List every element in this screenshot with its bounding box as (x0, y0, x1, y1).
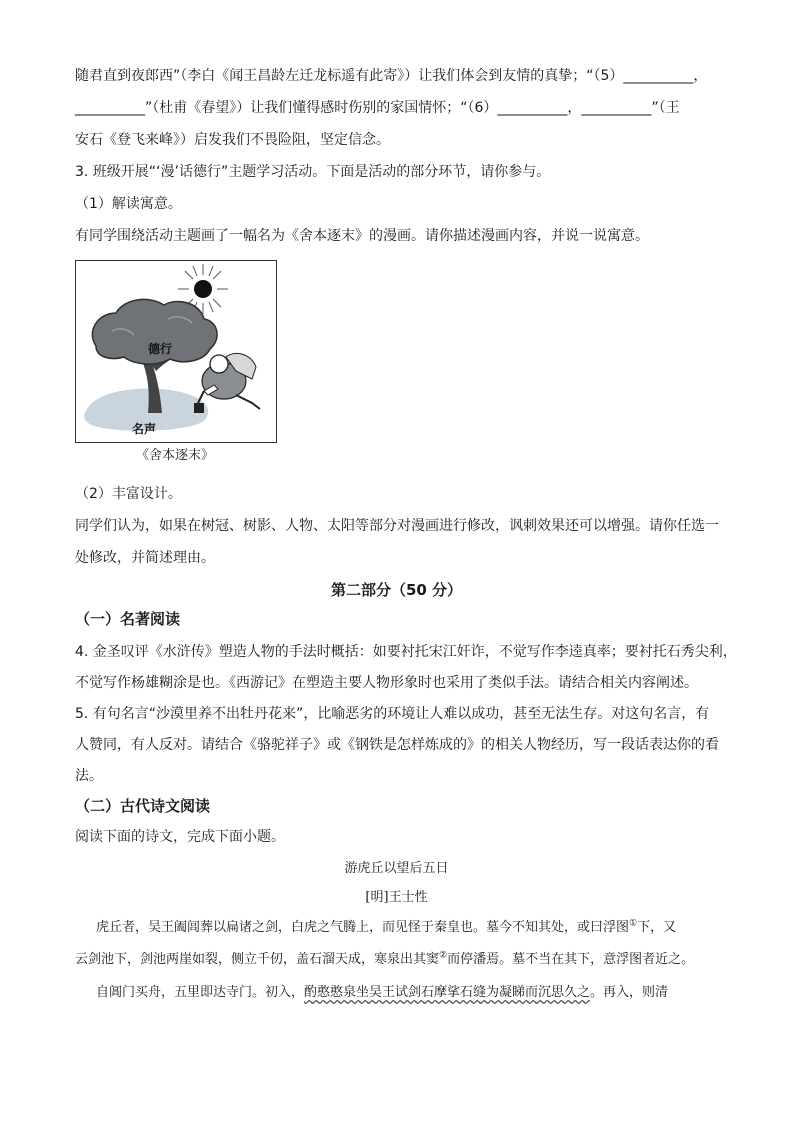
person-figure (194, 353, 260, 413)
poem-author: [明]王士性 (365, 890, 428, 905)
poem-fill-line-1: 随君直到夜郎西”（李白《闻王昌龄左迁龙标遥有此寄》）让我们体会到友情的真挚；“（5）__________， (75, 68, 708, 84)
poem-fill-line-3: 安石《登飞来峰》）启发我们不畏险阻，坚定信念。 (75, 132, 390, 148)
question-3-part-1-text: 有同学围绕活动主题画了一幅名为《舍本逐末》的漫画。请你描述漫画内容，并说一说寓意。 (75, 228, 649, 244)
part-two-title: 第二部分（50 分） (330, 581, 463, 599)
question-5-c: 法。 (75, 768, 103, 784)
question-4-b: 不觉写作杨雄糊涂是也。《西游记》在塑造主要人物形象时也采用了类似手法。请结合相关内容阐述。 (75, 675, 698, 691)
passage-text: 自阊门买舟，五里即达寺门。初入， (96, 985, 305, 1000)
question-4-a: 4. 金圣叹评《水浒传》塑造人物的手法时概括：如要衬托宋江奸诈，不觉写作李逵真率；要衬托石秀尖利， (75, 644, 737, 660)
passage-text: 而停潘焉。墓不当在其下，意浮图者近之。 (447, 952, 695, 967)
passage-line-2 (75, 950, 723, 970)
footnote-marker: ① (629, 918, 638, 929)
question-3-part-1: （1）解读寓意。 (75, 196, 182, 212)
question-3-part-2-text-b: 处修改，并简述理由。 (75, 550, 215, 566)
question-3: 3. 班级开展“‘漫’话德行”主题学习活动。下面是活动的部分环节，请你参与。 (75, 164, 551, 180)
comic-drawing (76, 261, 276, 442)
passage-line-3 (96, 983, 723, 1003)
question-5-a: 5. 有句名言“沙漠里养不出牡丹花来”，比喻恶劣的环境让人难以成功，甚至无法生存。对这句名言，有 (75, 706, 710, 722)
section-2-title: （二）古代诗文阅读 (75, 797, 211, 815)
tree-label: 德行 (148, 342, 173, 356)
passage-line-1 (96, 918, 723, 938)
passage-text: 下，又 (637, 920, 677, 935)
reading-intro: 阅读下面的诗文，完成下面小题。 (75, 829, 285, 845)
question-5-b: 人赞同，有人反对。请结合《骆驼祥子》或《钢铁是怎样炼成的》的相关人物经历，写一段话表达你的看 (75, 737, 719, 753)
poem-title: 游虎丘以望后五日 (344, 861, 449, 876)
passage-text: 云剑池下，剑池两崖如裂，侧立千仞，盖石溜天成，寒泉出其窦 (75, 952, 440, 967)
wavy-underlined-text: 酌憨憨泉坐吴王试剑石摩挲石缝为凝睇而沉思久之 (304, 985, 591, 1000)
question-3-part-2: （2）丰富设计。 (75, 486, 182, 502)
poem-fill-line-2: __________”（杜甫《春望》）让我们懂得感时伤别的家国情怀；“（6）__________，__________”（王 (75, 100, 680, 116)
section-1-title: （一）名著阅读 (75, 610, 181, 628)
shadow-label: 名声 (132, 422, 157, 436)
passage-text: 虎丘者，吴王阖闾葬以扁诸之剑，白虎之气腾上，而见怪于秦皇也。墓今不知其处，或曰浮图 (96, 920, 630, 935)
comic-illustration (75, 260, 277, 443)
footnote-marker: ② (439, 950, 448, 961)
passage-text: 。再入，则清 (590, 985, 669, 1000)
question-3-part-2-text-a: 同学们认为，如果在树冠、树影、人物、太阳等部分对漫画进行修改，讽刺效果还可以增强。请你任选一 (75, 518, 719, 534)
comic-caption: 《舍本逐末》 (135, 448, 214, 463)
